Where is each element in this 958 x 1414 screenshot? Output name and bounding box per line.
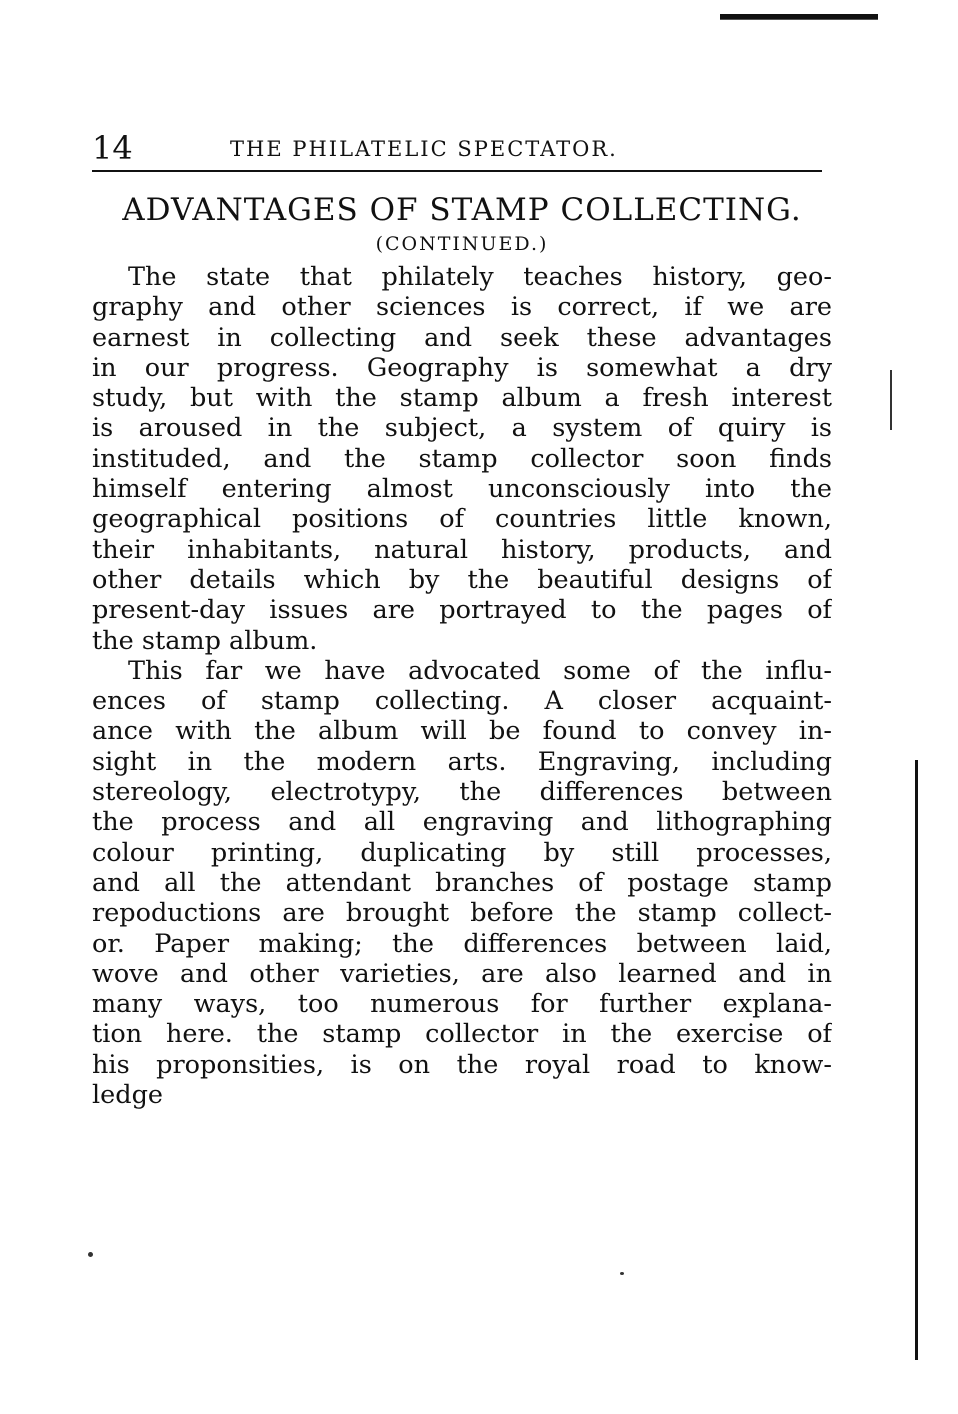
text-line: ledge — [92, 1080, 163, 1111]
text-line: present-day issues are portrayed to the pages of — [92, 595, 832, 626]
text-line: himself entering almost unconsciously into the — [92, 474, 832, 505]
text-line: the process and all engraving and lithographing — [92, 807, 832, 838]
text-line: tion here. the stamp collector in the exercise of — [92, 1019, 832, 1050]
margin-mark — [890, 370, 892, 430]
text-line: stereology, electrotypy, the differences between — [92, 777, 832, 808]
text-line: sight in the modern arts. Engraving, including — [92, 746, 832, 777]
text-line: wove and other varieties, are also learned and in — [92, 958, 832, 989]
text-line: ance with the album will be found to convey in- — [92, 716, 832, 747]
right-margin-rule — [915, 760, 918, 1360]
article-title: ADVANTAGES OF STAMP COLLECTING. — [122, 192, 802, 228]
ink-speck — [620, 1272, 624, 1275]
text-line: ences of stamp collecting. A closer acquaint- — [92, 686, 832, 717]
text-line: graphy and other sciences is correct, if we are — [92, 292, 832, 323]
text-line: the stamp album. — [92, 625, 318, 656]
text-line: other details which by the beautiful designs of — [92, 564, 832, 595]
top-decorative-rule-thin — [720, 19, 878, 20]
text-line: his proponsities, is on the royal road to know- — [92, 1049, 832, 1080]
text-line: This far we have advocated some of the influ- — [128, 655, 832, 686]
text-line: study, but with the stamp album a fresh interest — [92, 383, 832, 414]
text-line: The state that philately teaches history, geo- — [128, 262, 832, 292]
text-line: their inhabitants, natural history, products, and — [92, 534, 832, 565]
text-line: colour printing, duplicating by still processes, — [92, 837, 832, 868]
text-line: repoductions are brought before the stamp collect- — [92, 898, 832, 929]
text-line: earnest in collecting and seek these advantages — [92, 322, 832, 353]
header-rule — [92, 170, 822, 172]
text-line: geographical positions of countries little known, — [92, 504, 832, 535]
journal-title: THE PHILATELIC SPECTATOR. — [230, 137, 618, 161]
ink-speck — [88, 1252, 93, 1257]
continued-label: (CONTINUED.) — [375, 233, 549, 255]
text-line: and all the attendant branches of postage stamp — [92, 867, 832, 898]
text-line: many ways, too numerous for further explana- — [92, 989, 832, 1020]
running-head — [92, 130, 822, 170]
text-line: or. Paper making; the differences between laid, — [92, 928, 832, 959]
article-body — [92, 262, 832, 1110]
page-number: 14 — [92, 129, 133, 167]
text-line: is aroused in the subject, a system of quiry is — [92, 413, 832, 444]
text-line: in our progress. Geography is somewhat a dry — [92, 352, 832, 383]
text-line: instituded, and the stamp collector soon finds — [92, 443, 832, 474]
